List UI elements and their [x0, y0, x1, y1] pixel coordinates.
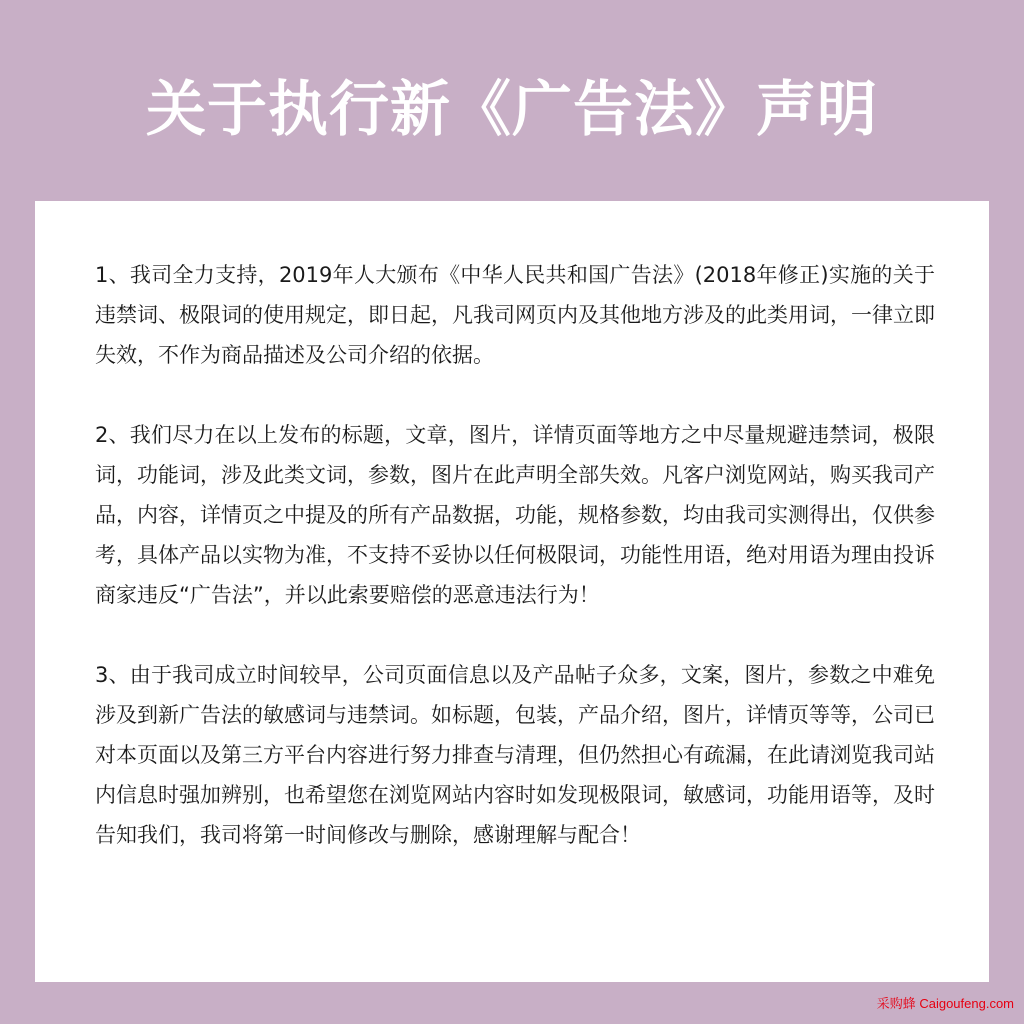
statement-paragraph-3: 3、由于我司成立时间较早，公司页面信息以及产品帖子众多，文案，图片，参数之中难免涉及到新广告法的敏感词与违禁词。如标题，包装，产品介绍，图片，详情页等等，公司已对本页面以及第三方平台内容进行努力排查与清理，但仍然担心有疏漏，在此请浏览我司站内信息时强加辨别，也希望您在浏览网站内容时如发现极限词，敏感词，功能用语等，及时告知我们，我司将第一时间修改与删除，感谢理解与配合！	[95, 663, 935, 847]
watermark-text: 采购蜂 Caigoufeng.com	[876, 996, 1014, 1011]
statement-paragraph-1: 1、我司全力支持，2019年人大颁布《中华人民共和国广告法》(2018年修正)实施的关于违禁词、极限词的使用规定，即日起，凡我司网页内及其他地方涉及的此类用词，一律立即失效，不作为商品描述及公司介绍的依据。	[95, 263, 935, 367]
statement-content	[95, 255, 935, 855]
statement-paragraph-2: 2、我们尽力在以上发布的标题，文章，图片，详情页面等地方之中尽量规避违禁词，极限词，功能词，涉及此类文词，参数，图片在此声明全部失效。凡客户浏览网站，购买我司产品，内容，详情页之中提及的所有产品数据，功能，规格参数，均由我司实测得出，仅供参考，具体产品以实物为准，不支持不妥协以任何极限词，功能性用语，绝对用语为理由投诉商家违反“广告法”，并以此索要赔偿的恶意违法行为！	[95, 423, 935, 607]
page-title: 关于执行新《广告法》声明	[146, 75, 878, 145]
statement-card	[35, 201, 989, 982]
